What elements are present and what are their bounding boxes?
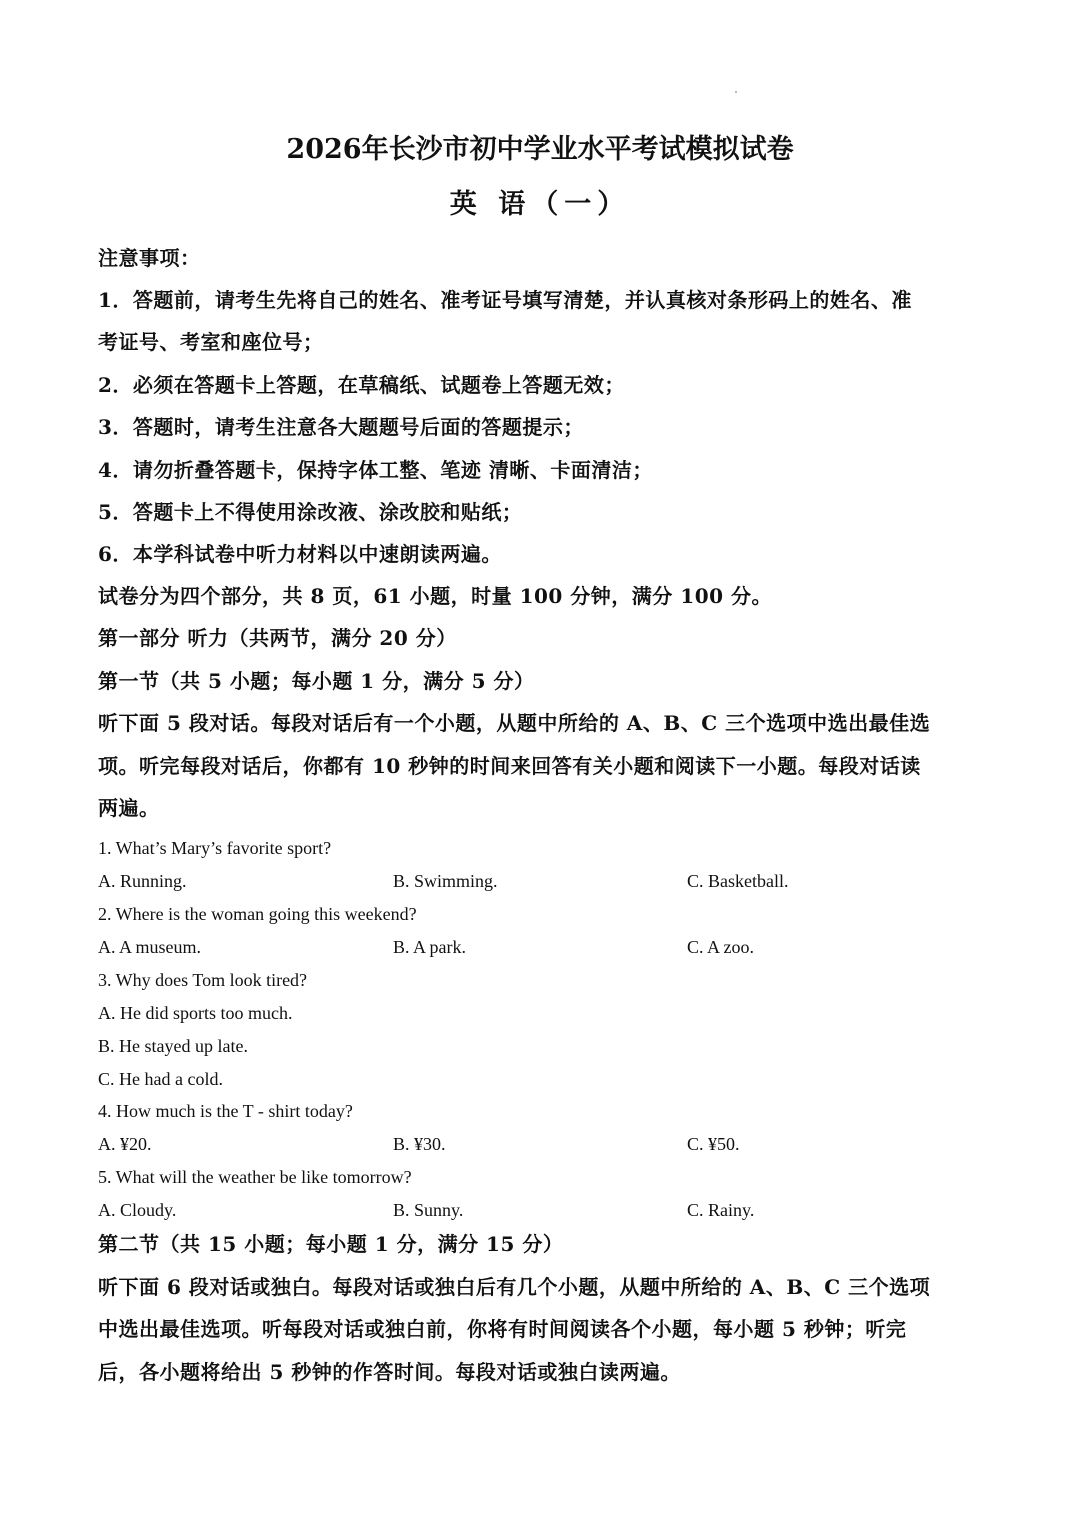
- option-b: B. A park.: [393, 937, 467, 957]
- note-item: 1．答题前，请考生先将自己的姓名、准考证号填写清楚，并认真核对条形码上的姓名、准: [98, 288, 912, 312]
- exam-summary: 试卷分为四个部分，共 8 页，61 小题，时量 100 分钟，满分 100 分。: [98, 584, 772, 608]
- option-b: B. Sunny.: [393, 1200, 464, 1220]
- section1-instructions: 两遍。: [98, 796, 160, 820]
- section2-heading: 第二节（共 15 小题；每小题 1 分，满分 15 分）: [98, 1232, 564, 1256]
- option-a: A. Cloudy.: [98, 1200, 177, 1220]
- notes-heading: 注意事项：: [98, 246, 201, 270]
- exam-subtitle: 英 语（一）: [449, 189, 631, 220]
- option-b: B. Swimming.: [393, 871, 498, 891]
- section2-instructions: 听下面 6 段对话或独白。每段对话或独白后有几个小题，从题中所给的 A、B、C 三个选项: [98, 1275, 931, 1299]
- option-c: C. Rainy.: [687, 1200, 755, 1220]
- note-item: 2．必须在答题卡上答题，在草稿纸、试题卷上答题无效；: [98, 373, 625, 397]
- question-text: 2. Where is the woman going this weekend?: [98, 904, 417, 924]
- option-b: B. ¥30.: [393, 1134, 446, 1154]
- option-c: C. ¥50.: [687, 1134, 740, 1154]
- option-a: A. He did sports too much.: [98, 1003, 293, 1023]
- part1-heading: 第一部分 听力（共两节，满分 20 分）: [98, 626, 457, 650]
- question-text: 3. Why does Tom look tired?: [98, 970, 308, 990]
- option-c: C. He had a cold.: [98, 1069, 223, 1089]
- section1-heading: 第一节（共 5 小题；每小题 1 分，满分 5 分）: [98, 669, 535, 693]
- option-a: A. Running.: [98, 871, 187, 891]
- exam-title: 2026年长沙市初中学业水平考试模拟试卷: [286, 134, 794, 165]
- section1-instructions: 听下面 5 段对话。每段对话后有一个小题，从题中所给的 A、B、C 三个选项中选出最佳选: [98, 711, 931, 735]
- option-a: A. ¥20.: [98, 1134, 152, 1154]
- option-a: A. A museum.: [98, 937, 202, 957]
- question-text: 4. How much is the T - shirt today?: [98, 1101, 353, 1121]
- note-item: 5．答题卡上不得使用涂改液、涂改胶和贴纸；: [98, 500, 523, 524]
- note-item: 6．本学科试卷中听力材料以中速朗读两遍。: [98, 542, 502, 566]
- scan-speck: [735, 91, 737, 93]
- option-b: B. He stayed up late.: [98, 1036, 248, 1056]
- question-text: 1. What’s Mary’s favorite sport?: [98, 838, 332, 858]
- option-c: C. A zoo.: [687, 937, 755, 957]
- note-item: 考证号、考室和座位号；: [98, 330, 324, 354]
- section2-instructions: 后，各小题将给出 5 秒钟的作答时间。每段对话或独白读两遍。: [98, 1360, 681, 1384]
- option-c: C. Basketball.: [687, 871, 789, 891]
- note-item: 3．答题时，请考生注意各大题题号后面的答题提示；: [98, 415, 584, 439]
- note-item: 4．请勿折叠答题卡，保持字体工整、笔迹 清晰、卡面清洁；: [98, 458, 653, 482]
- section2-instructions: 中选出最佳选项。听每段对话或独白前，你将有时间阅读各个小题，每小题 5 秒钟；听完: [98, 1317, 907, 1341]
- question-text: 5. What will the weather be like tomorrow?: [98, 1167, 412, 1187]
- section1-instructions: 项。听完每段对话后，你都有 10 秒钟的时间来回答有关小题和阅读下一小题。每段对话读: [98, 754, 921, 778]
